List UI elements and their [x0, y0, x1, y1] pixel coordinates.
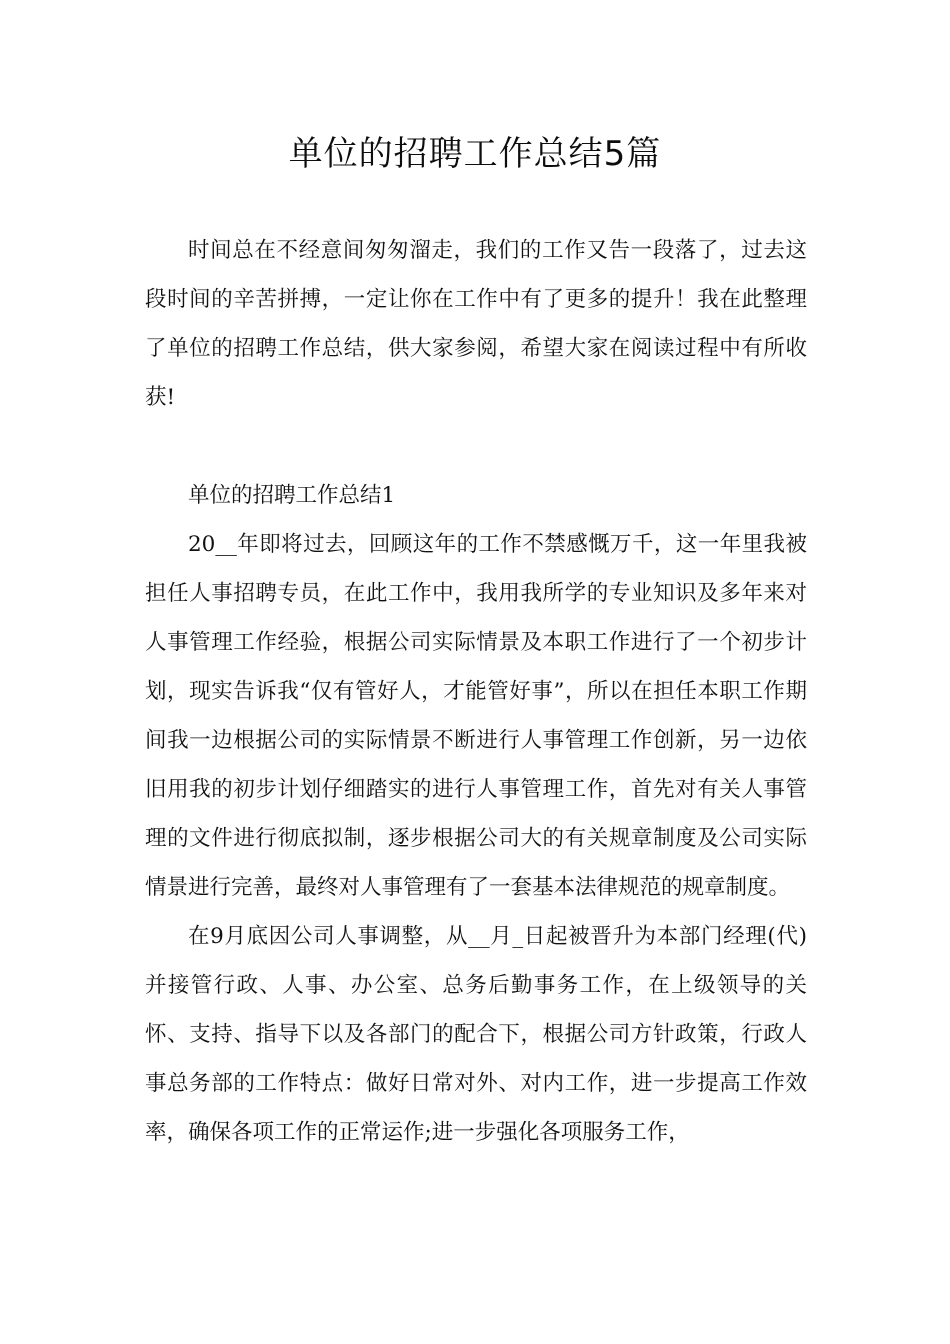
section-heading: 单位的招聘工作总结1 [188, 483, 396, 508]
body-paragraph: 20__年即将过去，回顾这年的工作不禁感慨万千，这一年里我被担任人事招聘专员，在此工作中，我用我所学的专业知识及多年来对人事管理工作经验，根据公司实际情景及本职工作进行了一个初步计划，现实告诉我“仅有管好人，才能管好事”，所以在担任本职工作期间我一边根据公司的实际情景不断进行人事管理工作创新，另一边依旧用我的初步计划仔细踏实的进行人事管理工作，首先对有关人事管理的文件进行彻底拟制，逐步根据公司大的有关规章制度及公司实际情景进行完善，最终对人事管理有了一套基本法律规范的规章制度。 [145, 532, 807, 900]
document-title: 单位的招聘工作总结5篇 [288, 134, 662, 174]
intro-paragraph: 时间总在不经意间匆匆溜走，我们的工作又告一段落了，过去这段时间的辛苦拼搏，一定让你在工作中有了更多的提升！我在此整理了单位的招聘工作总结，供大家参阅，希望大家在阅读过程中有所收获! [145, 238, 807, 410]
document-body [145, 226, 807, 1157]
body-paragraph: 在9月底因公司人事调整，从__月_日起被晋升为本部门经理(代)并接管行政、人事、办公室、总务后勤事务工作，在上级领导的关怀、支持、指导下以及各部门的配合下，根据公司方针政策，行政人事总务部的工作特点：做好日常对外、对内工作，进一步提高工作效率，确保各项工作的正常运作;进一步强化各项服务工作， [145, 924, 807, 1145]
